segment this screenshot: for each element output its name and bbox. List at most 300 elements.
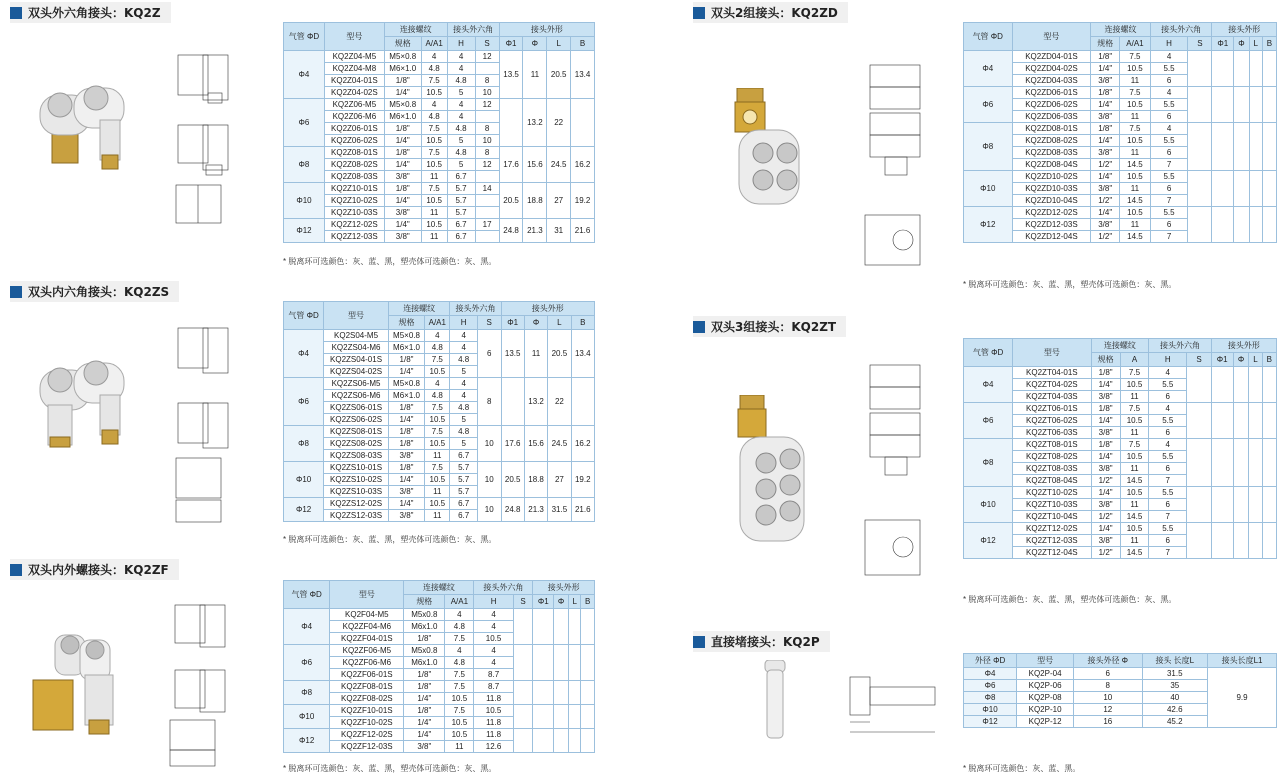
table-row <box>964 123 1277 135</box>
h-cell: 4 <box>1149 403 1187 415</box>
model-cell: KQ2ZS06-M5 <box>324 378 389 390</box>
a-cell: 4.8 <box>421 111 447 123</box>
model-cell: KQ2F04-M5 <box>330 609 404 621</box>
tube-od-cell: Φ10 <box>964 487 1013 523</box>
h-cell: 6 <box>1149 499 1187 511</box>
model-cell: KQ2Z04-M8 <box>324 63 384 75</box>
l-cell: 31 <box>547 219 571 243</box>
thread-spec-cell: 3/8" <box>404 741 445 753</box>
l-cell: 27 <box>548 462 571 498</box>
header-model: 型号 <box>1012 23 1091 51</box>
header-dims: 接头外形 <box>1212 23 1277 37</box>
h-cell: 4 <box>450 390 477 402</box>
a-cell: 11 <box>425 510 450 522</box>
phi-cell <box>554 729 569 753</box>
phi1-cell: 17.6 <box>501 426 524 462</box>
thread-spec-cell: M5×0.8 <box>388 378 424 390</box>
kq2z-table-body <box>284 51 595 243</box>
h-cell: 4.8 <box>450 354 477 366</box>
phi-cell: 18.8 <box>524 462 547 498</box>
fitting-od-cell: 12 <box>1074 704 1142 716</box>
a-cell: 7.5 <box>445 669 474 681</box>
kq2zs-spec-table <box>283 301 595 522</box>
l-cell: 22 <box>547 99 571 147</box>
a-cell: 7.5 <box>425 426 450 438</box>
model-cell: KQ2ZS04-M6 <box>324 342 389 354</box>
model-cell: KQ2ZS06-02S <box>324 414 389 426</box>
h-cell: 6 <box>1149 535 1187 547</box>
model-cell: KQ2Z04-01S <box>324 75 384 87</box>
s-cell: 10 <box>477 498 501 522</box>
s-cell <box>475 195 499 207</box>
model-cell: KQ2Z12-02S <box>324 219 384 231</box>
phi1-cell: 17.6 <box>499 147 523 183</box>
header-phi1: Φ1 <box>1211 353 1233 367</box>
h-cell: 5.5 <box>1150 171 1188 183</box>
kq2z-note: * 脱离环可选颜色：灰、蓝、黑，塑壳体可选颜色：灰、黑。 <box>283 257 497 266</box>
model-cell: KQ2ZD04-02S <box>1012 63 1091 75</box>
header-phi: Φ <box>1234 37 1250 51</box>
s-cell <box>1188 51 1212 87</box>
l-cell: 24.5 <box>548 426 571 462</box>
model-cell: KQ2ZF12-02S <box>330 729 404 741</box>
h-cell: 6.7 <box>450 450 477 462</box>
phi-cell: 13.2 <box>523 99 547 147</box>
table-row <box>964 523 1277 535</box>
model-cell: KQ2ZD04-03S <box>1012 75 1091 87</box>
table-row <box>964 439 1277 451</box>
model-cell: KQ2ZS06-01S <box>324 402 389 414</box>
h-cell: 5.5 <box>1149 487 1187 499</box>
h-cell: 8.7 <box>474 681 513 693</box>
table-row <box>284 681 595 693</box>
thread-spec-cell: 1/8" <box>384 183 421 195</box>
kq2p-title: 直接堵接头：KQ2P <box>711 635 820 649</box>
kq2zf-product-image <box>25 625 135 740</box>
table-row <box>284 99 595 111</box>
thread-spec-cell: 3/8" <box>388 450 424 462</box>
model-cell: KQ2ZF08-02S <box>330 693 404 705</box>
kq2zd-note: * 脱离环可选颜色：灰、蓝、黑，塑壳体可选颜色：灰、黑。 <box>963 280 1177 289</box>
phi-cell <box>1234 87 1250 123</box>
phi-cell <box>554 645 569 681</box>
s-cell <box>513 705 533 729</box>
length-l-cell: 45.2 <box>1142 716 1208 728</box>
h-cell: 7 <box>1149 547 1187 559</box>
table-row <box>284 378 595 390</box>
header-phi: Φ <box>523 37 547 51</box>
model-cell: KQ2Z06-01S <box>324 123 384 135</box>
tube-od-cell: Φ4 <box>284 609 330 645</box>
kq2p-spec-table <box>963 653 1277 728</box>
h-cell: 4 <box>447 111 475 123</box>
b-cell <box>1262 487 1276 523</box>
model-cell: KQ2ZD06-02S <box>1012 99 1091 111</box>
thread-spec-cell: 1/8" <box>388 462 424 474</box>
tube-od-cell: Φ8 <box>964 439 1013 487</box>
thread-spec-cell: 1/8" <box>1091 439 1120 451</box>
header-b: B <box>1262 37 1276 51</box>
a-cell: 7.5 <box>1120 51 1151 63</box>
header-hex: 接头外六角 <box>1149 339 1211 353</box>
a-cell: 10.5 <box>425 474 450 486</box>
header-model: 型号 <box>1013 339 1092 367</box>
model-cell: KQ2ZS12-03S <box>324 510 389 522</box>
header-b: B <box>571 316 594 330</box>
model-cell: KQ2ZF06-01S <box>330 669 404 681</box>
header-spec: 规格 <box>404 595 445 609</box>
a-cell: 7.5 <box>1120 403 1149 415</box>
thread-spec-cell: 1/4" <box>384 195 421 207</box>
phi-cell: 21.3 <box>524 498 547 522</box>
a-cell: 10.5 <box>1120 171 1151 183</box>
a-cell: 14.5 <box>1120 159 1151 171</box>
tube-od-cell: Φ4 <box>284 51 325 99</box>
length-l1-cell: 9.9 <box>1208 668 1277 728</box>
b-cell <box>1262 171 1276 207</box>
phi1-cell: 13.5 <box>501 330 524 378</box>
thread-spec-cell: 1/4" <box>404 693 445 705</box>
a-cell: 10.5 <box>1120 207 1151 219</box>
kq2zs-technical-drawing <box>158 318 268 528</box>
header-hex: 接头外六角 <box>447 23 499 37</box>
b-cell <box>1262 123 1276 171</box>
b-cell <box>1262 367 1276 403</box>
section-marker <box>10 7 22 19</box>
phi1-cell <box>1212 171 1234 207</box>
a-cell: 11 <box>421 207 447 219</box>
h-cell: 5.5 <box>1150 63 1188 75</box>
header-s: S <box>1187 353 1211 367</box>
thread-spec-cell: M6x1.0 <box>404 657 445 669</box>
s-cell: 12 <box>475 159 499 171</box>
a-cell: 11 <box>425 450 450 462</box>
a-cell: 4 <box>445 609 474 621</box>
model-cell: KQ2Z04-02S <box>324 87 384 99</box>
model-cell: KQ2Z08-01S <box>324 147 384 159</box>
s-cell: 10 <box>475 135 499 147</box>
header-aa1: A/A1 <box>425 316 450 330</box>
s-cell: 10 <box>477 462 501 498</box>
thread-spec-cell: 1/2" <box>1091 475 1120 487</box>
h-cell: 4 <box>474 657 513 669</box>
tube-od-cell: Φ10 <box>284 183 325 219</box>
h-cell: 4 <box>1150 51 1188 63</box>
l-cell: 27 <box>547 183 571 219</box>
thread-spec-cell: 1/8" <box>404 669 445 681</box>
header-s: S <box>477 316 501 330</box>
phi1-cell <box>499 99 523 147</box>
model-cell: KQ2P-08 <box>1017 692 1074 704</box>
header-thread: 连接螺纹 <box>404 581 474 595</box>
a-cell: 10.5 <box>1120 379 1149 391</box>
s-cell: 8 <box>477 378 501 426</box>
section-title-kq2zf <box>10 559 179 580</box>
thread-spec-cell: 1/8" <box>384 123 421 135</box>
s-cell <box>1188 123 1212 171</box>
h-cell: 4 <box>1150 87 1188 99</box>
model-cell: KQ2ZT10-03S <box>1013 499 1092 511</box>
thread-spec-cell: 1/8" <box>388 354 424 366</box>
thread-spec-cell: 3/8" <box>1091 183 1120 195</box>
model-cell: KQ2Z12-03S <box>324 231 384 243</box>
tube-od-cell: Φ6 <box>284 378 324 426</box>
thread-spec-cell: 1/8" <box>384 147 421 159</box>
model-cell: KQ2ZT08-04S <box>1013 475 1092 487</box>
phi1-cell <box>1211 439 1233 487</box>
s-cell: 12 <box>475 51 499 63</box>
s-cell <box>1187 523 1211 559</box>
phi-cell <box>1233 403 1249 439</box>
thread-spec-cell: 1/8" <box>1091 51 1120 63</box>
h-cell: 5 <box>450 438 477 450</box>
model-cell: KQ2Z10-03S <box>324 207 384 219</box>
b-cell: 13.4 <box>571 330 594 378</box>
b-cell <box>571 99 595 147</box>
a-cell: 10.5 <box>1120 451 1149 463</box>
model-cell: KQ2ZS04-01S <box>324 354 389 366</box>
tube-od-cell: Φ8 <box>284 681 330 705</box>
a-cell: 4.8 <box>421 63 447 75</box>
kq2p-table-body <box>964 668 1277 728</box>
section-title-kq2zt <box>693 316 846 337</box>
a-cell: 4.8 <box>445 621 474 633</box>
b-cell <box>1262 87 1276 123</box>
phi1-cell <box>533 645 554 681</box>
l-cell: 20.5 <box>548 330 571 378</box>
a-cell: 7.5 <box>425 354 450 366</box>
outer-diameter-cell: Φ10 <box>964 704 1017 716</box>
a-cell: 10.5 <box>421 195 447 207</box>
b-cell: 19.2 <box>571 462 594 498</box>
header-thread: 连接螺纹 <box>1091 339 1149 353</box>
l-cell: 24.5 <box>547 147 571 183</box>
thread-spec-cell: 3/8" <box>1091 219 1120 231</box>
a-cell: 11 <box>1120 147 1151 159</box>
thread-spec-cell: 3/8" <box>388 510 424 522</box>
fitting-od-cell: 6 <box>1074 668 1142 680</box>
phi-cell: 11 <box>524 330 547 378</box>
thread-spec-cell: 1/4" <box>1091 207 1120 219</box>
a-cell: 11 <box>425 486 450 498</box>
s-cell <box>1188 171 1212 207</box>
h-cell: 4 <box>447 51 475 63</box>
model-cell: KQ2ZT08-03S <box>1013 463 1092 475</box>
model-cell: KQ2ZS04-02S <box>324 366 389 378</box>
tube-od-cell: Φ8 <box>284 426 324 462</box>
kq2zf-table-body <box>284 609 595 753</box>
s-cell <box>513 645 533 681</box>
s-cell: 8 <box>475 123 499 135</box>
thread-spec-cell: 1/2" <box>1091 547 1120 559</box>
kq2z-spec-table <box>283 22 595 243</box>
header-l: L <box>1249 37 1262 51</box>
l-cell <box>1249 123 1262 171</box>
thread-spec-cell: M6×1.0 <box>388 390 424 402</box>
a-cell: 4 <box>445 645 474 657</box>
model-cell: KQ2ZF04-M6 <box>330 621 404 633</box>
h-cell: 4 <box>450 342 477 354</box>
header-dims: 接头外形 <box>499 23 594 37</box>
phi-cell <box>554 609 569 645</box>
b-cell <box>581 729 595 753</box>
thread-spec-cell: 3/8" <box>1091 391 1120 403</box>
thread-spec-cell: 3/8" <box>1091 147 1120 159</box>
h-cell: 11.8 <box>474 729 513 741</box>
h-cell: 5.7 <box>450 474 477 486</box>
header-s: S <box>1188 37 1212 51</box>
header-phi: Φ <box>524 316 547 330</box>
h-cell: 6.7 <box>447 171 475 183</box>
header-length-l: 接头 长度L <box>1142 654 1208 668</box>
outer-diameter-cell: Φ8 <box>964 692 1017 704</box>
header-spec: 规格 <box>384 37 421 51</box>
thread-spec-cell: 1/4" <box>388 366 424 378</box>
a-cell: 4 <box>425 330 450 342</box>
b-cell: 13.4 <box>571 51 595 99</box>
h-cell: 5.5 <box>1150 207 1188 219</box>
h-cell: 7 <box>1150 159 1188 171</box>
l-cell <box>569 681 581 705</box>
s-cell <box>1187 439 1211 487</box>
thread-spec-cell: 3/8" <box>1091 427 1120 439</box>
model-cell: KQ2ZT06-03S <box>1013 427 1092 439</box>
thread-spec-cell: 1/4" <box>1091 451 1120 463</box>
model-cell: KQ2ZF08-01S <box>330 681 404 693</box>
a-cell: 14.5 <box>1120 195 1151 207</box>
h-cell: 4 <box>474 609 513 621</box>
kq2zd-title: 双头2组接头：KQ2ZD <box>711 6 838 20</box>
h-cell: 6.7 <box>447 219 475 231</box>
kq2p-technical-drawing <box>835 672 940 737</box>
a-cell: 7.5 <box>1120 367 1149 379</box>
a-cell: 10.5 <box>445 693 474 705</box>
model-cell: KQ2P-04 <box>1017 668 1074 680</box>
model-cell: KQ2ZD06-01S <box>1012 87 1091 99</box>
thread-spec-cell: M6×1.0 <box>388 342 424 354</box>
tube-od-cell: Φ6 <box>284 645 330 681</box>
l-cell: 31.5 <box>548 498 571 522</box>
a-cell: 10.5 <box>425 366 450 378</box>
model-cell: KQ2ZT08-01S <box>1013 439 1092 451</box>
h-cell: 4 <box>447 99 475 111</box>
section-marker <box>693 321 705 333</box>
s-cell: 12 <box>475 99 499 111</box>
kq2zt-note: * 脱离环可选颜色：灰、蓝、黑，塑壳体可选颜色：灰、黑。 <box>963 595 1177 604</box>
header-phi1: Φ1 <box>501 316 524 330</box>
thread-spec-cell: M6×1.0 <box>384 111 421 123</box>
s-cell <box>1188 207 1212 243</box>
model-cell: KQ2ZD04-01S <box>1012 51 1091 63</box>
thread-spec-cell: 1/4" <box>1091 63 1120 75</box>
h-cell: 4 <box>474 621 513 633</box>
h-cell: 5.7 <box>450 486 477 498</box>
model-cell: KQ2ZF12-03S <box>330 741 404 753</box>
model-cell: KQ2ZF10-01S <box>330 705 404 717</box>
h-cell: 4.8 <box>447 147 475 159</box>
model-cell: KQ2ZT12-04S <box>1013 547 1092 559</box>
thread-spec-cell: 1/2" <box>1091 195 1120 207</box>
thread-spec-cell: 1/4" <box>1091 487 1120 499</box>
thread-spec-cell: 1/8" <box>404 681 445 693</box>
a-cell: 11 <box>445 741 474 753</box>
b-cell <box>1262 403 1276 439</box>
a-cell: 14.5 <box>1120 511 1149 523</box>
phi-cell: 21.3 <box>523 219 547 243</box>
h-cell: 5.7 <box>447 183 475 195</box>
table-row <box>964 487 1277 499</box>
thread-spec-cell: 3/8" <box>1091 111 1120 123</box>
table-row <box>964 171 1277 183</box>
a-cell: 4 <box>425 378 450 390</box>
model-cell: KQ2ZD10-02S <box>1012 171 1091 183</box>
h-cell: 5.5 <box>1149 523 1187 535</box>
phi1-cell <box>533 729 554 753</box>
tube-od-cell: Φ12 <box>964 207 1013 243</box>
a-cell: 7.5 <box>425 402 450 414</box>
b-cell <box>571 378 594 426</box>
a-cell: 7.5 <box>425 462 450 474</box>
h-cell: 6 <box>1149 391 1187 403</box>
thread-spec-cell: 1/4" <box>1091 99 1120 111</box>
section-marker <box>693 636 705 648</box>
phi1-cell <box>1211 487 1233 523</box>
a-cell: 7.5 <box>1120 87 1151 99</box>
thread-spec-cell: 3/8" <box>1091 463 1120 475</box>
header-b: B <box>1262 353 1276 367</box>
thread-spec-cell: 1/4" <box>384 219 421 231</box>
length-l-cell: 35 <box>1142 680 1208 692</box>
h-cell: 4 <box>1150 123 1188 135</box>
phi1-cell <box>501 378 524 426</box>
h-cell: 6 <box>1150 75 1188 87</box>
thread-spec-cell: 1/2" <box>1091 231 1120 243</box>
header-phi1: Φ1 <box>499 37 523 51</box>
s-cell: 17 <box>475 219 499 231</box>
table-row <box>964 51 1277 63</box>
section-marker <box>693 7 705 19</box>
model-cell: KQ2Z06-M6 <box>324 111 384 123</box>
model-cell: KQ2Z08-03S <box>324 171 384 183</box>
l-cell <box>1249 171 1262 207</box>
a-cell: 11 <box>421 171 447 183</box>
thread-spec-cell: 1/4" <box>404 729 445 741</box>
h-cell: 11.8 <box>474 717 513 729</box>
b-cell <box>581 609 595 645</box>
s-cell <box>1187 403 1211 439</box>
a-cell: 10.5 <box>425 438 450 450</box>
header-model: 型号 <box>324 23 384 51</box>
model-cell: KQ2ZD08-01S <box>1012 123 1091 135</box>
thread-spec-cell: 1/4" <box>384 87 421 99</box>
thread-spec-cell: 3/8" <box>1091 535 1120 547</box>
header-h: H <box>1150 37 1188 51</box>
thread-spec-cell: 1/4" <box>1091 415 1120 427</box>
phi-cell <box>1233 439 1249 487</box>
kq2zt-spec-table <box>963 338 1277 559</box>
a-cell: 10.5 <box>445 717 474 729</box>
thread-spec-cell: 1/4" <box>1091 523 1120 535</box>
thread-spec-cell: 3/8" <box>384 231 421 243</box>
phi-cell <box>1234 123 1250 171</box>
b-cell: 19.2 <box>571 183 595 219</box>
model-cell: KQ2ZF06-M5 <box>330 645 404 657</box>
header-a: A <box>1120 353 1149 367</box>
header-aa1: A/A1 <box>445 595 474 609</box>
header-b: B <box>571 37 595 51</box>
a-cell: 11 <box>1120 219 1151 231</box>
a-cell: 11 <box>421 231 447 243</box>
